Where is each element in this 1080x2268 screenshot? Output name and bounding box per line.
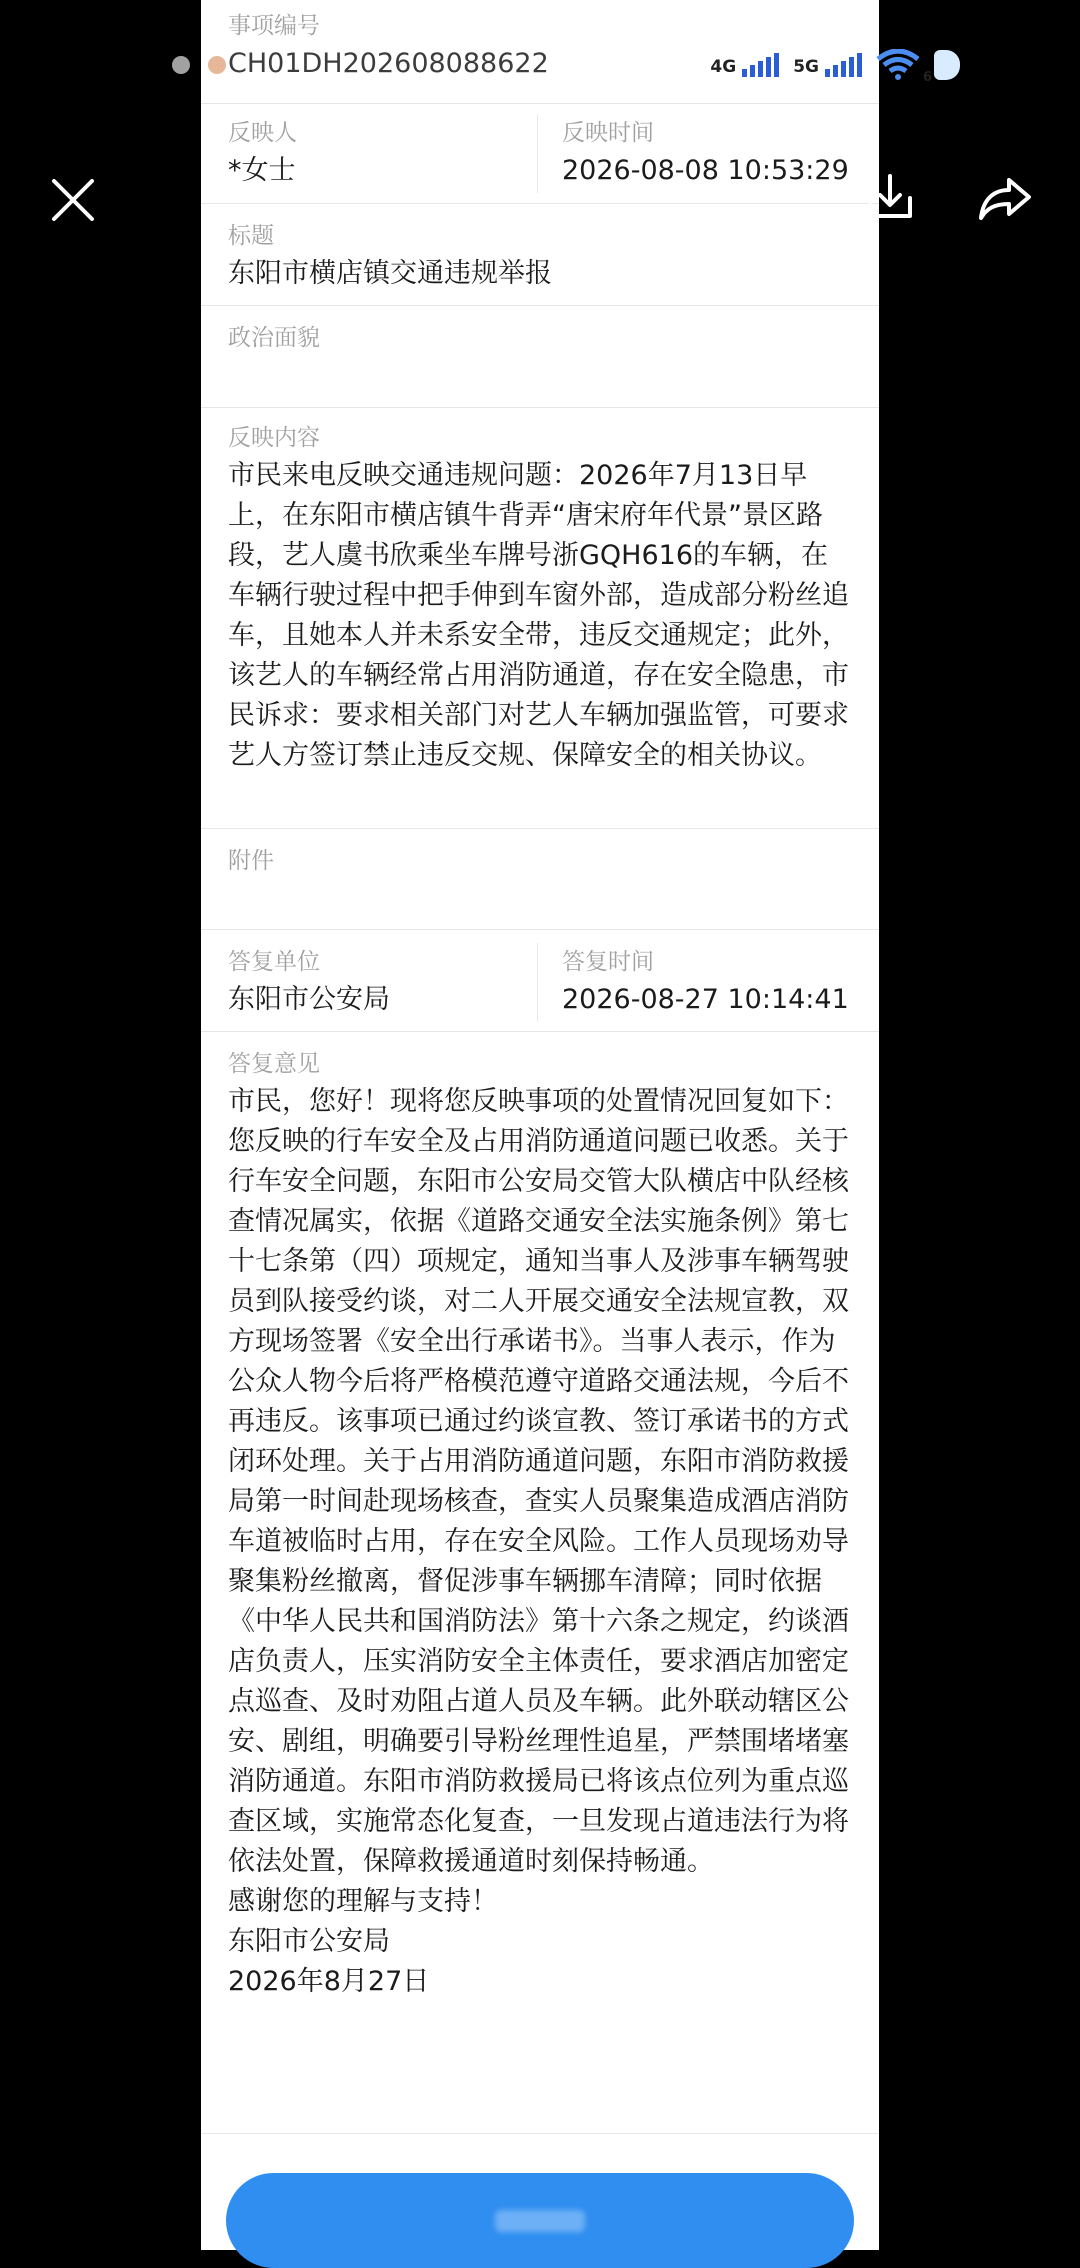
wifi-icon — [876, 49, 932, 85]
reporter-label: 反映人 — [228, 120, 297, 146]
reply-opinion-value: 市民，您好！现将您反映事项的处置情况回复如下： 您反映的行车安全及占用消防通道问题已收悉。关于行车安全问题，东阳市公安局交管大队横店中队经核查情况属实，依据《道路交通安全法实施条例》第七十七条第（四）项规定，通知当事人及涉事车辆驾驶员到队接受约谈，对二人开展交通安全法规宣教，双方现场签署《安全出行承诺书》。当事人表示，作为公众人物今后将严格模范遵守道路交通法规，今后不再违反。该事项已通过约谈宣教、签订承诺书的方式闭环处理。关于占用消防通道问题，东阳市消防救援局第一时间赴现场核查，查实人员聚集造成酒店消防车道被临时占用，存在安全风险。工作人员现场劝导聚集粉丝撤离，督促涉事车辆挪车清障；同时依据《中华人民共和国消防法》第十六条之规定，约谈酒店负责人，压实消防安全主体责任，要求酒店加密定点巡查、及时劝阻占道人员及车辆。此外联动辖区公安、剧组，明确要引导粉丝理性追星，严禁围堵堵塞消防通道。东阳市消防救援局已将该点位列为重点巡查区域，实施常态化复查，一旦发现占道违法行为将依法处置，保障救援通道时刻保持畅通。 感谢您的理解与支持！ 东阳市公安局 2026年8月27日 — [228, 1086, 849, 1997]
signal-4g-icon: 4G — [710, 53, 779, 77]
divider — [201, 203, 879, 204]
notification-icon — [172, 56, 190, 74]
reply-time-value: 2026-08-27 10:14:41 — [562, 984, 849, 1015]
report-time-block — [562, 117, 849, 191]
status-bar — [0, 40, 1080, 90]
reply-opinion-label: 答复意见 — [228, 1051, 320, 1077]
reply-opinion-block — [228, 1048, 853, 2002]
attachment-label: 附件 — [228, 848, 274, 874]
title-block — [228, 220, 552, 294]
bottom-action-button[interactable] — [226, 2173, 854, 2268]
status-notification-icons — [172, 40, 226, 90]
status-indicators — [710, 40, 960, 90]
reply-unit-block — [228, 946, 390, 1020]
content-label: 反映内容 — [228, 425, 320, 451]
reply-time-block — [562, 946, 849, 1020]
reply-unit-label: 答复单位 — [228, 949, 320, 975]
content-value: 市民来电反映交通违规问题：2026年7月13日早上，在东阳市横店镇牛背弄“唐宋府年代景”景区路段，艺人虞书欣乘坐车牌号浙GQH616的车辆，在车辆行驶过程中把手伸到车窗外部，造成部分粉丝追车，且她本人并未系安全带，违反交通规定；此外，该艺人的车辆经常占用消防通道，存在安全隐患，市民诉求：要求相关部门对艺人车辆加强监管，可要求艺人方签订禁止违反交规、保障安全的相关协议。 — [228, 460, 849, 771]
reply-unit-value: 东阳市公安局 — [228, 984, 390, 1015]
report-time-value: 2026-08-08 10:53:29 — [562, 155, 849, 186]
document-panel — [201, 0, 879, 2250]
reply-time-label: 答复时间 — [562, 949, 654, 975]
divider — [201, 828, 879, 829]
notification-icon — [208, 56, 226, 74]
title-value: 东阳市横店镇交通违规举报 — [228, 258, 552, 289]
blurred-button-label — [495, 2210, 585, 2232]
close-icon[interactable] — [48, 175, 98, 225]
wifi-number: 6 — [922, 70, 932, 85]
reporter-block — [228, 117, 297, 191]
category-label: 政治面貌 — [228, 325, 320, 351]
column-separator — [537, 943, 538, 1021]
reporter-value: *女士 — [228, 155, 296, 186]
record-id-value: CH01DH202608088622 — [228, 48, 549, 79]
divider — [201, 103, 879, 104]
divider — [201, 407, 879, 408]
divider — [201, 2133, 879, 2134]
report-time-label: 反映时间 — [562, 120, 654, 146]
record-id-label: 事项编号 — [228, 13, 320, 39]
content-block — [228, 422, 853, 776]
attachment-block — [228, 845, 274, 877]
divider — [201, 305, 879, 306]
share-icon[interactable] — [977, 170, 1033, 226]
category-block — [228, 322, 320, 354]
divider — [201, 929, 879, 930]
divider — [201, 1031, 879, 1032]
signal-5g-icon: 5G — [793, 53, 862, 77]
download-icon[interactable] — [862, 170, 918, 226]
column-separator — [537, 115, 538, 193]
title-label: 标题 — [228, 223, 274, 249]
battery-icon — [934, 50, 960, 80]
